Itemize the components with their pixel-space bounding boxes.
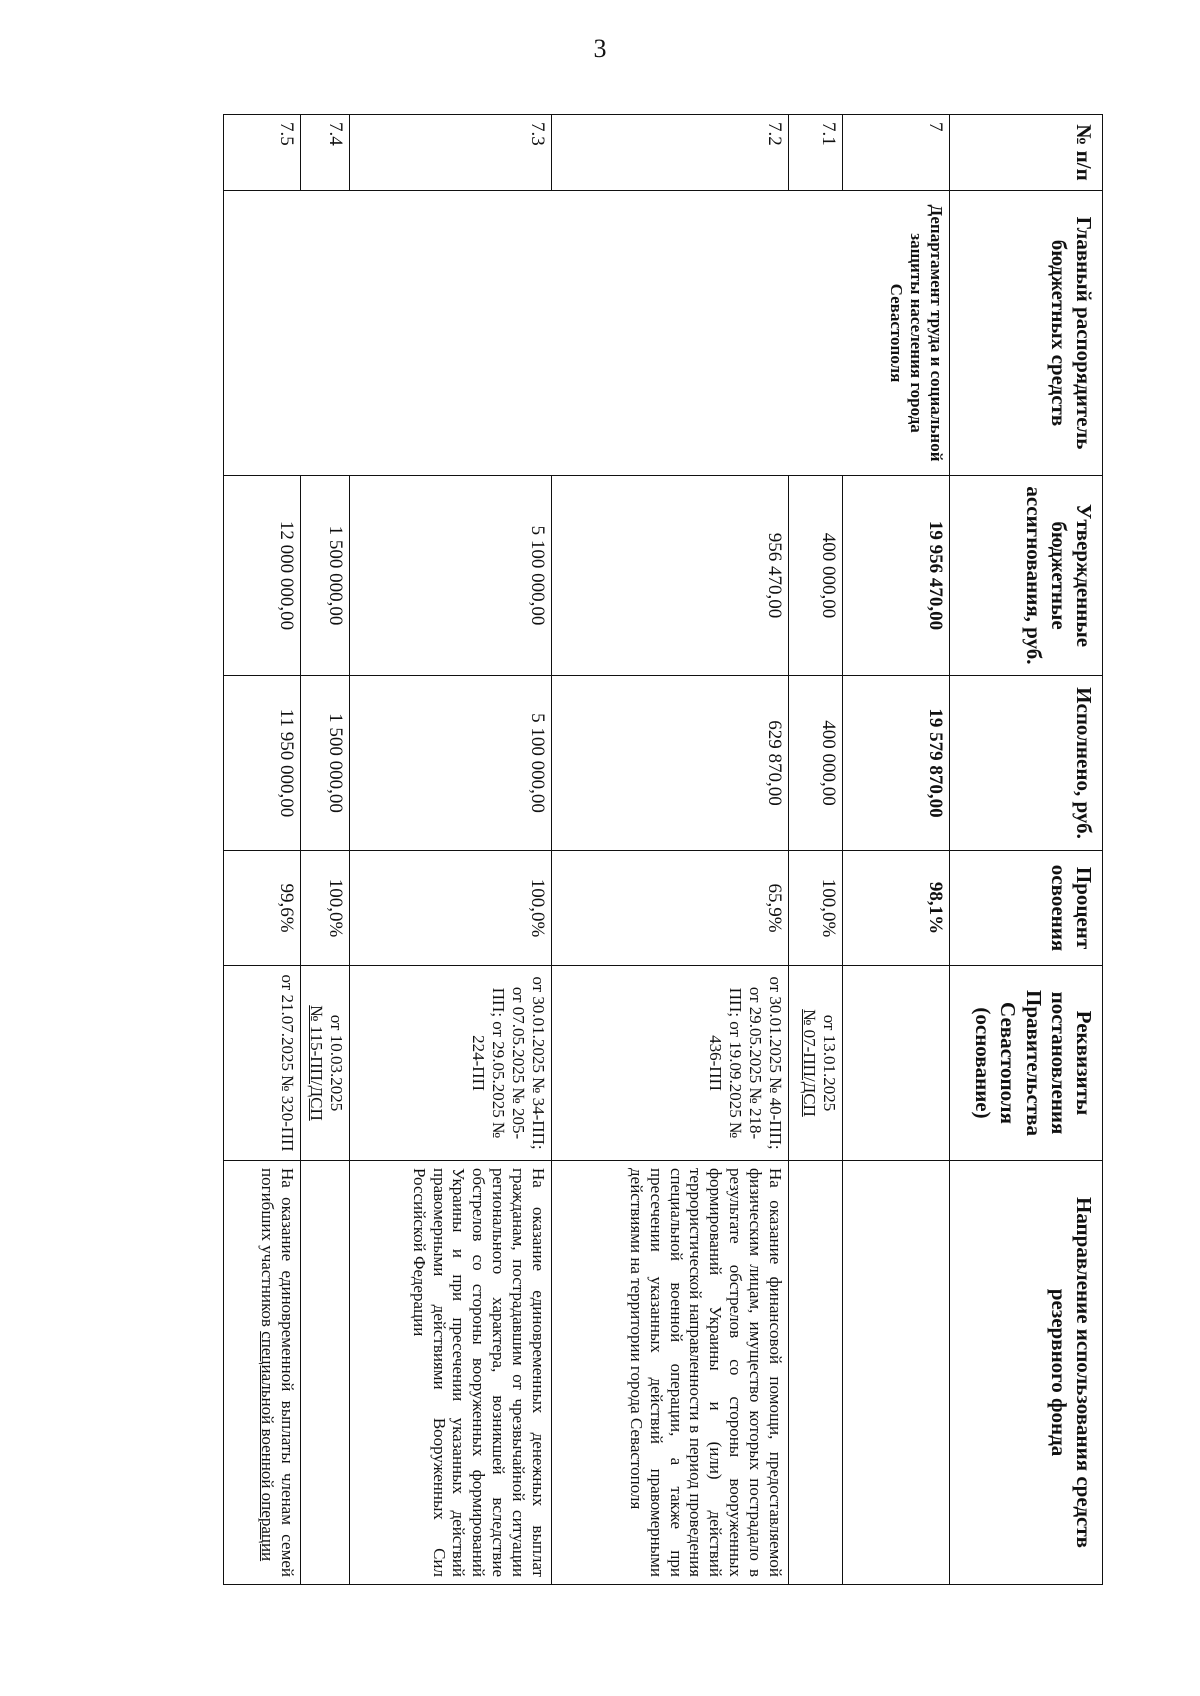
header-approved: Утвержденные бюджетные ассигнования, руб. <box>950 476 1103 676</box>
row-basis: от 30.01.2025 № 40-ПП; от 29.05.2025 № 218-ПП; от 19.09.2025 № 436-ПП <box>552 966 789 1161</box>
basis-line: № 115-ПП/ДСП <box>307 1005 327 1121</box>
row-manager: Департамент труда и социальной защиты населения города Севастополя <box>224 191 950 476</box>
row-executed: 19 579 870,00 <box>843 676 950 851</box>
rotated-table-sheet <box>213 114 1103 1584</box>
table-header-row <box>950 115 1103 1585</box>
row-percent: 100,0% <box>350 851 552 966</box>
purpose-text-underlined: специальной военной операции <box>258 1331 278 1562</box>
row-basis <box>301 966 350 1161</box>
table-row <box>843 115 950 1585</box>
row-executed: 5 100 000,00 <box>350 676 552 851</box>
row-num: 7 <box>843 115 950 191</box>
row-purpose <box>789 1161 843 1585</box>
row-percent: 100,0% <box>789 851 843 966</box>
row-num: 7.1 <box>789 115 843 191</box>
row-approved: 5 100 000,00 <box>350 476 552 676</box>
header-basis: Реквизиты постановления Правительства Севастополя (основание) <box>950 966 1103 1161</box>
row-approved: 956 470,00 <box>552 476 789 676</box>
row-purpose <box>843 1161 950 1585</box>
row-purpose: На оказание единовременных денежных выплат гражданам, пострадавшим от чрезвычайной ситуации регионального характера, возникшей вследствие обстрелов со стороны вооруженных формирований Украины и при пресечении указанных действий правомерными действиями Вооруженных Сил Российской Федерации <box>350 1161 552 1585</box>
row-basis: от 21.07.2025 № 320-ПП <box>224 966 301 1161</box>
reserve-fund-table <box>223 114 1103 1585</box>
row-purpose <box>224 1161 301 1585</box>
purpose-text: На оказание единовременной выплаты членам семей погибших участников <box>258 1168 297 1577</box>
header-num: № п/п <box>950 115 1103 191</box>
row-executed: 1 500 000,00 <box>301 676 350 851</box>
row-executed: 400 000,00 <box>789 676 843 851</box>
row-approved: 400 000,00 <box>789 476 843 676</box>
page-number: 3 <box>593 34 607 63</box>
row-num: 7.2 <box>552 115 789 191</box>
row-approved: 12 000 000,00 <box>224 476 301 676</box>
row-executed: 11 950 000,00 <box>224 676 301 851</box>
row-purpose: На оказание финансовой помощи, предоставляемой физическим лицам, имущество которых пострадало в результате обстрелов со стороны вооруженных формирований Украины и (или) действий террористической направленности в период проведения специальной военной операции, а также при пресечении указанных действий правомерными действиями на территории города Севастополя <box>552 1161 789 1585</box>
row-num: 7.4 <box>301 115 350 191</box>
row-percent: 98,1% <box>843 851 950 966</box>
row-basis <box>789 966 843 1161</box>
row-num: 7.5 <box>224 115 301 191</box>
row-basis: от 30.01.2025 № 34-ПП; от 07.05.2025 № 205-ПП; от 29.05.2025 № 224-ПП <box>350 966 552 1161</box>
row-purpose <box>301 1161 350 1585</box>
header-manager: Главный распорядитель бюджетных средств <box>950 191 1103 476</box>
row-approved: 19 956 470,00 <box>843 476 950 676</box>
row-percent: 99,6% <box>224 851 301 966</box>
row-percent: 100,0% <box>301 851 350 966</box>
row-executed: 629 870,00 <box>552 676 789 851</box>
row-num: 7.3 <box>350 115 552 191</box>
row-approved: 1 500 000,00 <box>301 476 350 676</box>
basis-line: от 10.03.2025 <box>327 1014 346 1112</box>
row-percent: 65,9% <box>552 851 789 966</box>
basis-line: № 07-ПП/ДСП <box>800 1009 820 1117</box>
row-basis <box>843 966 950 1161</box>
header-purpose: Направление использования средств резервного фонда <box>950 1161 1103 1585</box>
header-executed: Исполнено, руб. <box>950 676 1103 851</box>
header-percent: Процент освоения <box>950 851 1103 966</box>
basis-line: от 13.01.2025 <box>820 1014 839 1112</box>
